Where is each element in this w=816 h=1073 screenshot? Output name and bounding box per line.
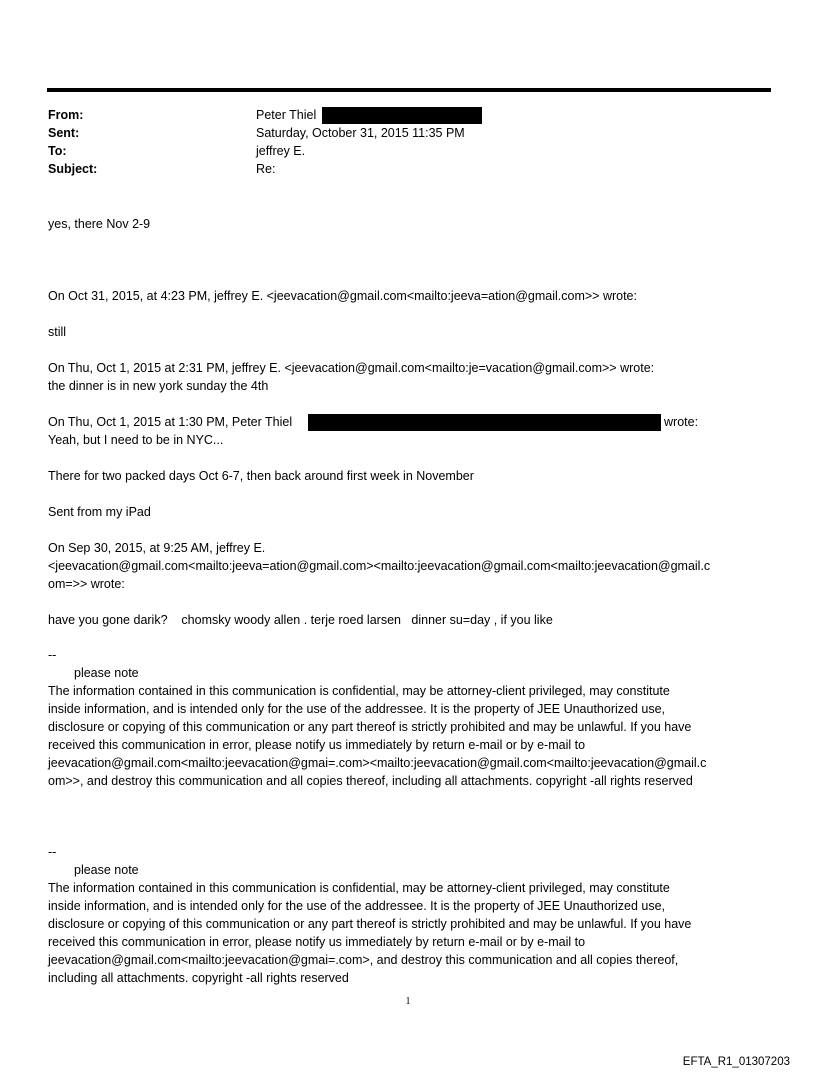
disclaimer-line: including all attachments. copyright -all rights reserved	[48, 971, 349, 985]
disclaimer-heading: please note	[74, 666, 139, 680]
header-rule	[47, 88, 771, 92]
disclaimer-line: jeevacation@gmail.com<mailto:jeevacation@gmai=.com>, and destroy this communication and all copies thereof,	[48, 953, 679, 967]
reply-text: yes, there Nov 2-9	[48, 217, 151, 231]
redaction-bar	[322, 107, 482, 124]
disclaimer-line: received this communication in error, please notify us immediately by return e-mail or by e-mail to	[48, 738, 586, 752]
quote-text: Yeah, but I need to be in NYC...	[48, 433, 224, 447]
quote-text: There for two packed days Oct 6-7, then back around first week in November	[48, 469, 474, 483]
quote-header: om=>> wrote:	[48, 577, 125, 591]
quote-header: On Oct 31, 2015, at 4:23 PM, jeffrey E. <jeevacation@gmail.com<mailto:jeeva=ation@gmail.com>> wrote:	[48, 289, 637, 303]
subject-value: Re:	[256, 162, 276, 176]
signature-text: Sent from my iPad	[48, 505, 151, 519]
quote-text: have you gone darik? chomsky woody allen . terje roed larsen dinner su=day , if you like	[48, 613, 553, 627]
disclaimer-line: jeevacation@gmail.com<mailto:jeevacation@gmai=.com><mailto:jeevacation@gmail.com<mailto:jeevacation@gmail.c	[48, 756, 707, 770]
disclaimer-line: received this communication in error, please notify us immediately by return e-mail or by e-mail to	[48, 935, 586, 949]
disclaimer-heading: please note	[74, 863, 139, 877]
subject-label: Subject:	[48, 162, 98, 176]
separator-dashes: --	[48, 648, 57, 662]
from-value: Peter Thiel	[256, 108, 317, 122]
quote-header: On Sep 30, 2015, at 9:25 AM, jeffrey E.	[48, 541, 266, 555]
quote-header: On Thu, Oct 1, 2015 at 1:30 PM, Peter Thiel	[48, 415, 293, 429]
redaction-bar	[308, 414, 661, 431]
disclaimer-line: inside information, and is intended only for the use of the addressee. It is the property of JEE Unauthorized use,	[48, 702, 666, 716]
from-label: From:	[48, 108, 84, 122]
quote-text: still	[48, 325, 67, 339]
to-value: jeffrey E.	[256, 144, 306, 158]
bates-number: EFTA_R1_01307203	[682, 1056, 790, 1068]
to-label: To:	[48, 144, 67, 158]
page-number: 1	[405, 996, 411, 1007]
quote-header: <jeevacation@gmail.com<mailto:jeeva=ation@gmail.com><mailto:jeevacation@gmail.com<mailto:jeevacation@gmail.c	[48, 559, 711, 573]
disclaimer-line: The information contained in this communication is confidential, may be attorney-client privileged, may constitute	[48, 881, 670, 895]
quote-header: On Thu, Oct 1, 2015 at 2:31 PM, jeffrey E. <jeevacation@gmail.com<mailto:je=vacation@gmail.com>> wrote:	[48, 361, 655, 375]
quote-text: the dinner is in new york sunday the 4th	[48, 379, 269, 393]
disclaimer-line: disclosure or copying of this communication or any part thereof is strictly prohibited and may be unlawful. If you have	[48, 720, 692, 734]
disclaimer-line: The information contained in this communication is confidential, may be attorney-client privileged, may constitute	[48, 684, 670, 698]
disclaimer-line: om>>, and destroy this communication and all copies thereof, including all attachments. copyright -all rights reserved	[48, 774, 693, 788]
separator-dashes: --	[48, 845, 57, 859]
quote-header-end: wrote:	[664, 415, 699, 429]
disclaimer-line: inside information, and is intended only for the use of the addressee. It is the property of JEE Unauthorized use,	[48, 899, 666, 913]
sent-value: Saturday, October 31, 2015 11:35 PM	[256, 126, 465, 140]
sent-label: Sent:	[48, 126, 80, 140]
disclaimer-line: disclosure or copying of this communication or any part thereof is strictly prohibited and may be unlawful. If you have	[48, 917, 692, 931]
